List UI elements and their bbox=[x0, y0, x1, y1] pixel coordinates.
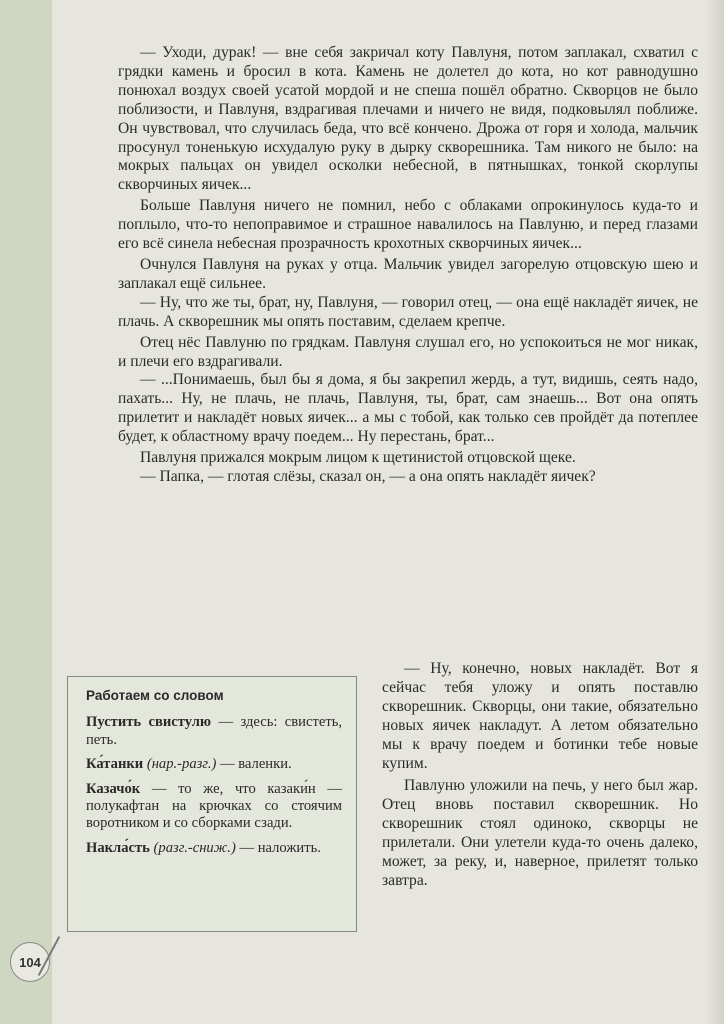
paragraph: — Уходи, дурак! — вне себя закричал коту Павлуня, потом заплакал, схватил с грядки камень и бросил в кота. Камень не долетел до кота, но кот равнодушно понюхал воздух своей усатой мордой и не спеша пошёл обратно. Скворцов не было поблизости, и Павлуня, вздрагивая плечами и ничего не видя, подковылял поближе. Он чувствовал, что случилась беда, что всё кончено. Дрожа от горя и холода, мальчик просунул тоненькую исхудалую руку в дырку скворешника. Там никого не было: на мокрых пальцах он увидел осколки небесной, в пятнышках, тонкой скорлупы скворчиных яичек... bbox=[118, 44, 698, 194]
paragraph: — Ну, конечно, новых накладёт. Вот я сейчас тебя уложу и опять поставлю скворешник. Скворцы, они такие, обязательно новых яичек накладут. А летом обязательно мы к врачу поедем и ботинки тебе новые купим. bbox=[382, 660, 698, 772]
vocabulary-definition: — здесь: свистеть, петь. bbox=[86, 714, 342, 748]
paragraph: — ...Понимаешь, был бы я дома, я бы закрепил жердь, а тут, видишь, сеять надо, пахать... Ну, не плачь, не плачь, Павлуня, ты, брат, сам знаешь... Вот она опять прилетит и накладёт новых яичек... а мы с тобой, как только сев пройдёт да потеплее будет, к областному врачу поедем... Ну перестань, брат... bbox=[118, 371, 698, 446]
vocabulary-term: Пустить свистулю bbox=[86, 714, 212, 731]
paragraph: — Ну, что же ты, брат, ну, Павлуня, — говорил отец, — она ещё накладёт яичек, не плачь. А скворешник мы опять поставим, сделаем крепче. bbox=[118, 293, 698, 330]
vocabulary-definition: — валенки. bbox=[216, 756, 292, 773]
vocabulary-entry bbox=[86, 781, 342, 833]
paragraph: — Папка, — глотая слёзы, сказал он, — а она опять накладёт яичек? bbox=[140, 467, 596, 485]
page-number: 104 bbox=[10, 942, 50, 982]
vocabulary-term: Накла́сть bbox=[86, 839, 150, 856]
vocabulary-definition: — наложить. bbox=[235, 839, 321, 856]
vocabulary-term: Ка́танки bbox=[86, 756, 144, 773]
paragraph: Павлуню уложили на печь, у него был жар. Отец вновь поставил скворешник. Но скворешник стоял одиноко, скворцы не прилетали. Они улетели куда-то очень далеко, может, за реку, и, наверное, прилетят только завтра. bbox=[382, 777, 698, 889]
vocabulary-mark: (нар.-разг.) bbox=[143, 756, 217, 773]
vocabulary-entry bbox=[86, 756, 342, 773]
main-text-column bbox=[118, 44, 698, 487]
vocabulary-entry bbox=[86, 714, 342, 749]
paragraph: Очнулся Павлуня на руках у отца. Мальчик увидел загорелую отцовскую шею и заплакал ещё сильнее. bbox=[118, 255, 698, 292]
paragraph: Павлуня прижался мокрым лицом к щетинистой отцовской щеке. bbox=[140, 449, 576, 467]
vocabulary-mark: (разг.-сниж.) bbox=[149, 839, 236, 856]
vocabulary-entry bbox=[86, 840, 342, 857]
page-margin-strip bbox=[0, 0, 52, 1024]
page-edge-shadow bbox=[706, 0, 724, 1024]
vocabulary-term: Казачо́к bbox=[86, 780, 141, 797]
side-text-column bbox=[382, 660, 698, 891]
paragraph: Отец нёс Павлуню по грядкам. Павлуня слушал его, но успокоиться не мог никак, и плечи его вздрагивали. bbox=[118, 333, 698, 370]
vocabulary-title: Работаем со словом bbox=[86, 688, 224, 703]
vocabulary-definition: — то же, что казаки́н — полукафтан на крючках со стоячим воротником и со сборками сзади. bbox=[86, 780, 342, 832]
vocabulary-box bbox=[67, 676, 357, 932]
paragraph: Больше Павлуня ничего не помнил, небо с облаками опрокинулось куда-то и поплыло, что-то непоправимое и страшное навалилось на Павлуню, и перед глазами его всё синела небесная прозрачность крохотных скворчиных яичек... bbox=[118, 197, 698, 253]
